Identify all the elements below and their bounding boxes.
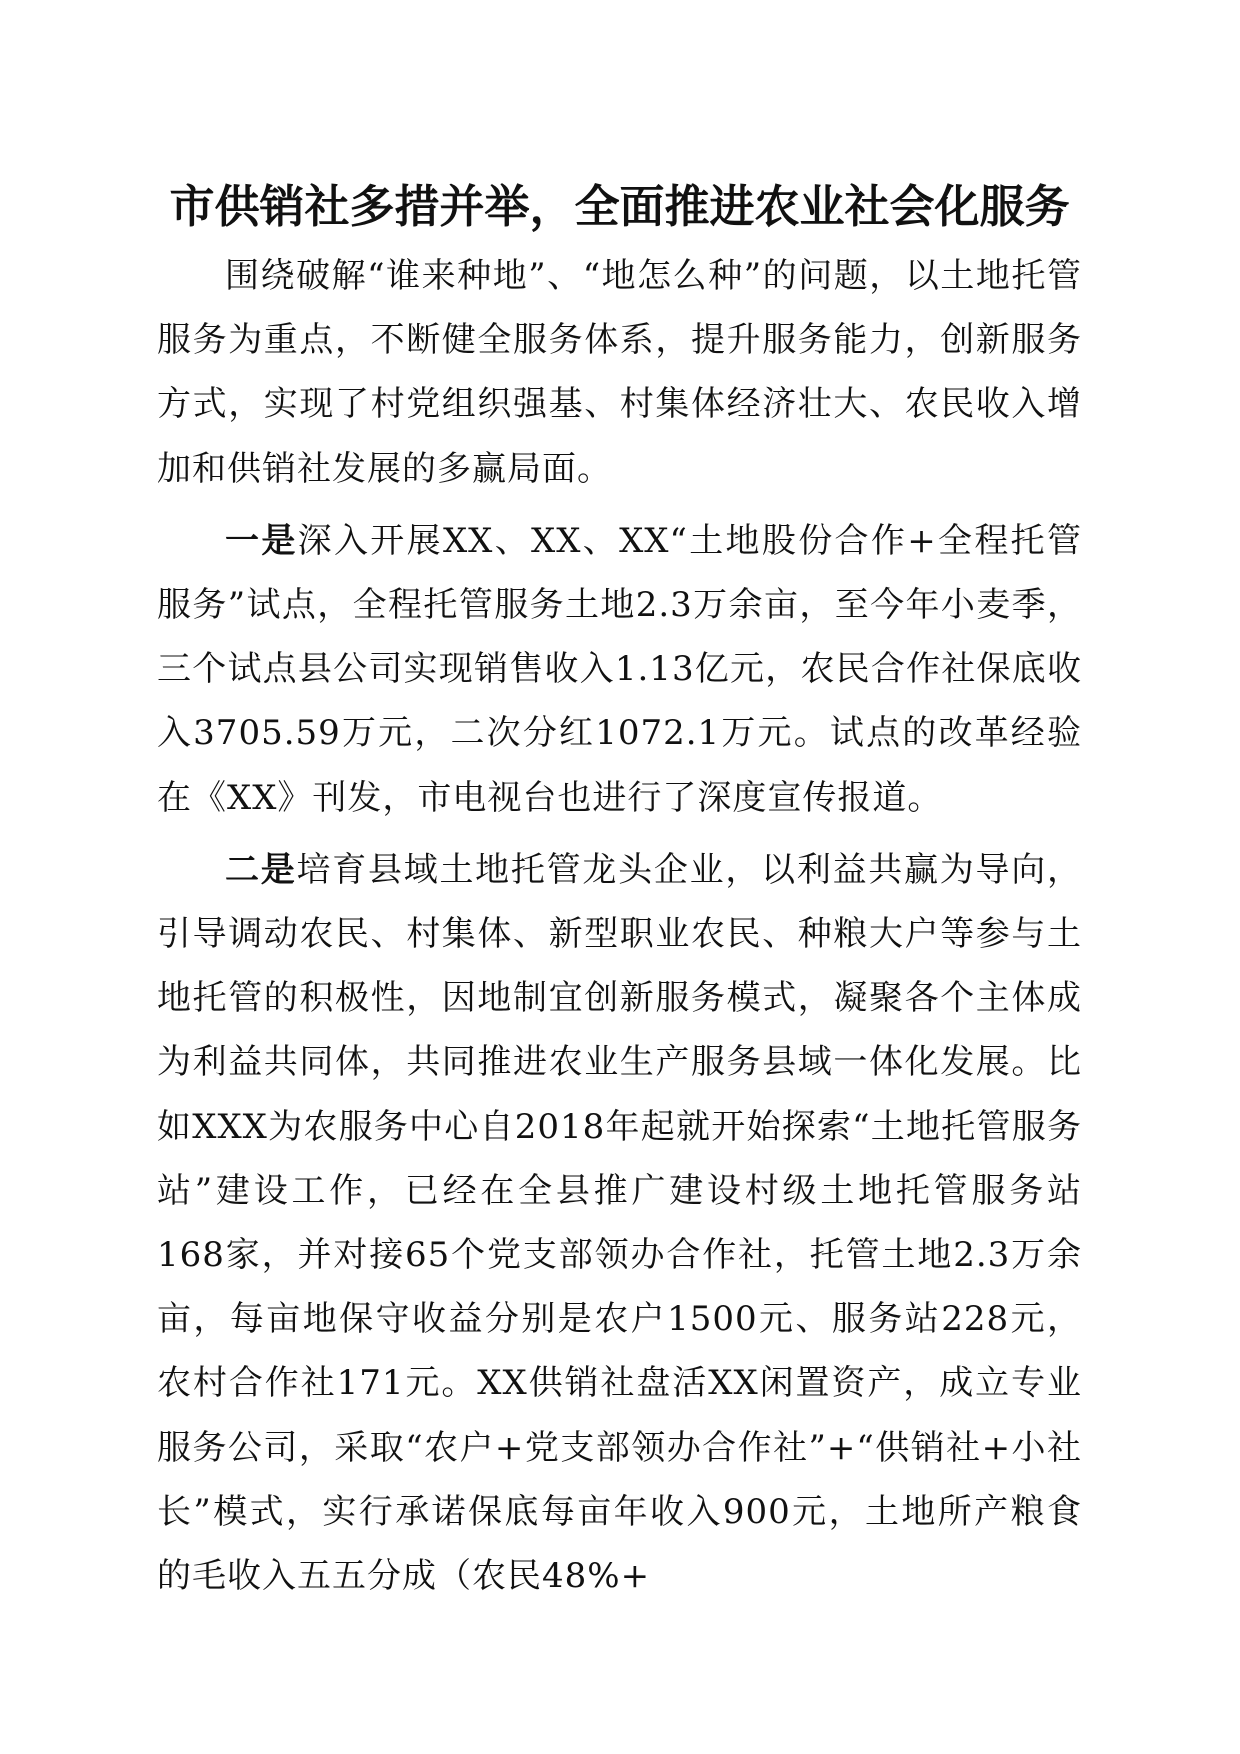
paragraph-point-two	[157, 838, 1082, 1608]
document-page	[157, 170, 1082, 1616]
paragraph-text: 培育县域土地托管龙头企业，以利益共赢为导向，引导调动农民、村集体、新型职业农民、种粮大户等参与土地托管的积极性，因地制宜创新服务模式，凝聚各个主体成为利益共同体，共同推进农业生产服务县域一体化发展。比如XXX为农服务中心自2018年起就开始探索“土地托管服务站”建设工作，已经在全县推广建设村级土地托管服务站168家，并对接65个党支部领办合作社，托管土地2.3万余亩，每亩地保守收益分别是农户1500元、服务站228元，农村合作社171元。XX供销社盘活XX闲置资产，成立专业服务公司，采取“农户+党支部领办合作社”+“供销社+小社长”模式，实行承诺保底每亩年收入900元，土地所产粮食的毛收入五五分成（农民48%+	[157, 849, 1083, 1597]
document-title: 市供销社多措并举，全面推进农业社会化服务	[169, 180, 1070, 233]
paragraph-lead: 一是	[225, 520, 298, 561]
paragraph-text: 围绕破解“谁来种地”、“地怎么种”的问题，以土地托管服务为重点，不断健全服务体系，提升服务能力，创新服务方式，实现了村党组织强基、村集体经济壮大、农民收入增加和供销社发展的多赢局面。	[157, 256, 1082, 489]
paragraph-intro	[157, 244, 1082, 501]
paragraph-point-one	[157, 509, 1082, 830]
paragraph-lead: 二是	[225, 849, 297, 890]
paragraph-text: 深入开展XX、XX、XX“土地股份合作+全程托管服务”试点，全程托管服务土地2.3万余亩，至今年小麦季，三个试点县公司实现销售收入1.13亿元，农民合作社保底收入3705.59万元，二次分红1072.1万元。试点的改革经验在《XX》刊发，市电视台也进行了深度宣传报道。	[157, 520, 1082, 818]
